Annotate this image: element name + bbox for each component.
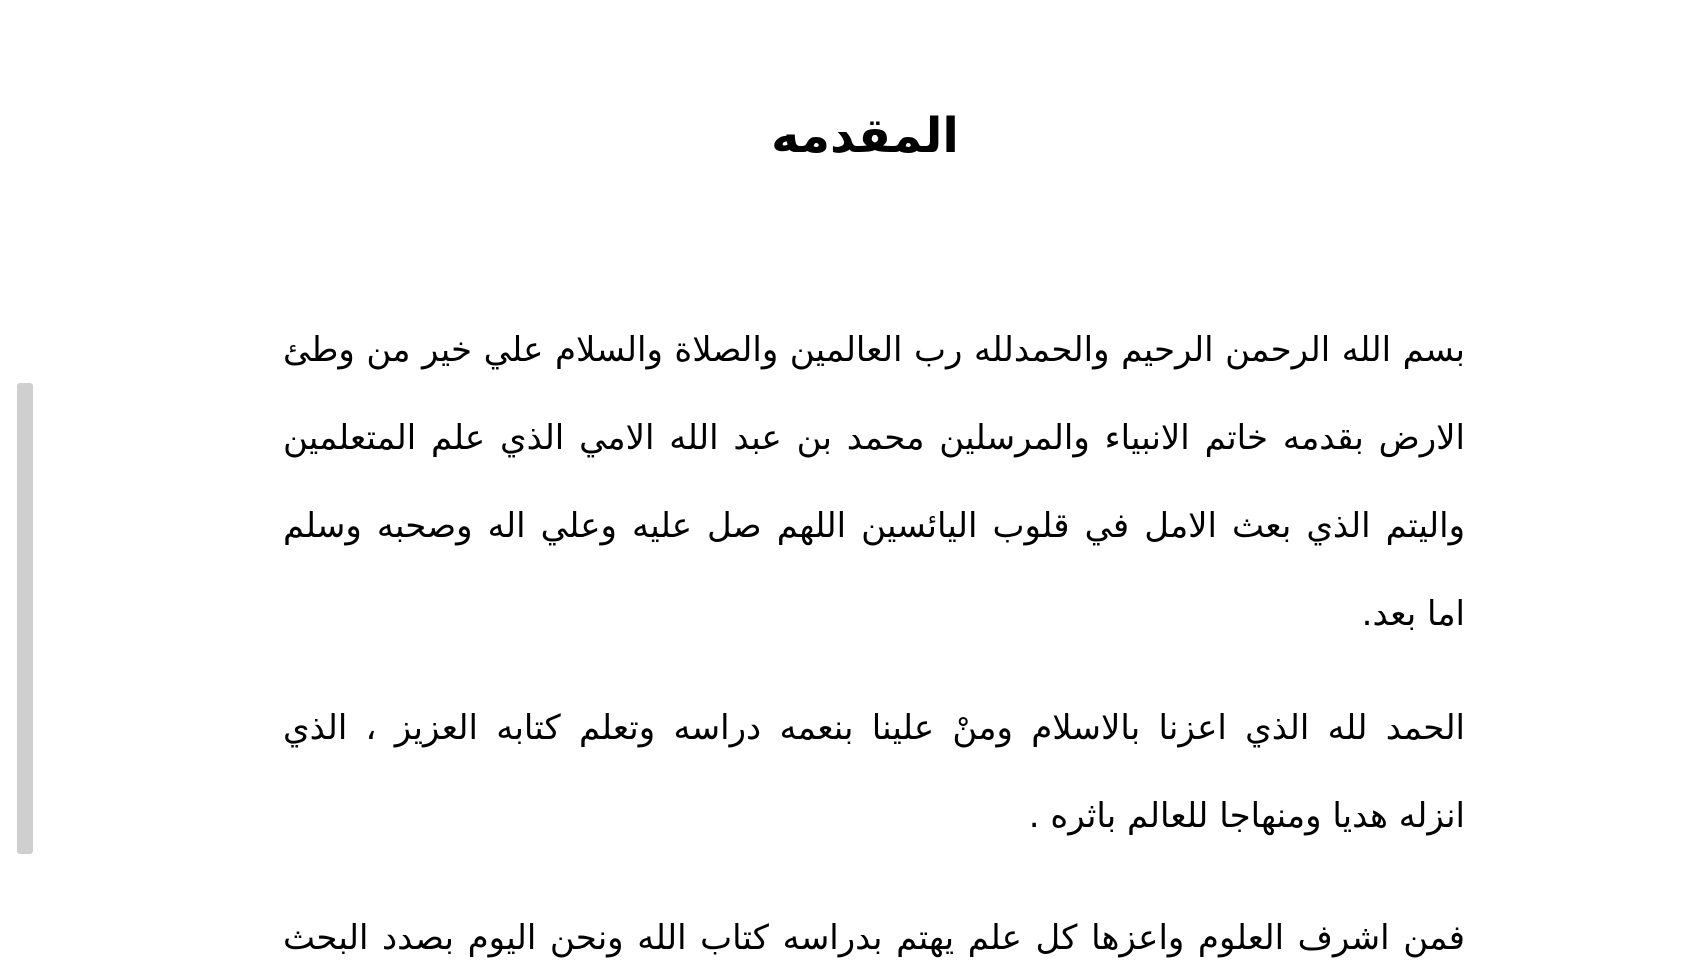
paragraph-line: الارض بقدمه خاتم الانبياء والمرسلين محمد بن عبد الله الامي الذي علم المتعلمين — [283, 418, 1465, 458]
paragraph-line: فمن اشرف العلوم واعزها كل علم يهتم بدراسه كتاب الله ونحن اليوم بصدد البحث — [283, 918, 1465, 958]
paragraph-line: واليتم الذي بعث الامل في قلوب اليائسين اللهم صل عليه وعلي اله وصحبه وسلم — [283, 506, 1465, 546]
paragraph-2 — [283, 684, 1465, 860]
paragraph-line: اما بعد. — [1361, 594, 1465, 634]
paragraph-1 — [283, 306, 1465, 658]
paragraph-line: الحمد لله الذي اعزنا بالاسلام ومنْ علينا بنعمه دراسه وتعلم كتابه العزيز ، الذي — [283, 708, 1465, 748]
paragraph-3 — [283, 894, 1465, 970]
paragraph-line: انزله هديا ومنهاجا للعالم باثره . — [1028, 796, 1465, 836]
paragraph-line: بسم الله الرحمن الرحيم والحمدلله رب العالمين والصلاة والسلام علي خير من وطئ — [283, 330, 1465, 370]
vertical-scrollbar[interactable] — [17, 383, 33, 854]
page-title: المقدمه — [771, 108, 959, 164]
